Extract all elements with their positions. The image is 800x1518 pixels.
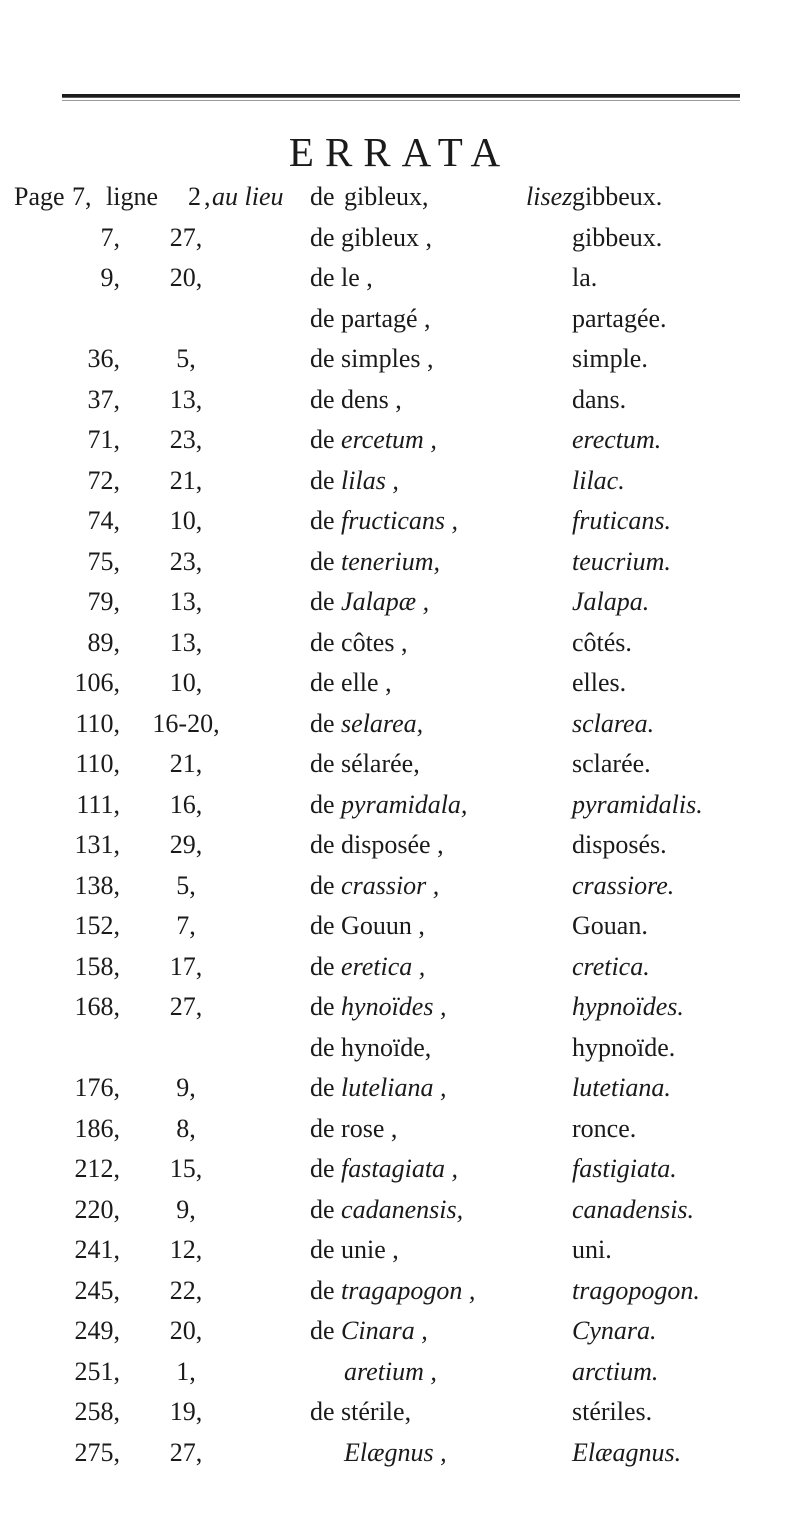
errata-page: 71, [87, 425, 120, 454]
errata-wrong-prefix: de [310, 344, 335, 373]
errata-correction: lutetiana. [572, 1073, 671, 1102]
errata-row [44, 466, 784, 507]
errata-wrong-reading [344, 1438, 447, 1468]
errata-wrong-reading [310, 263, 373, 293]
errata-wrong-reading [310, 749, 420, 779]
errata-wrong-prefix: de [310, 992, 335, 1021]
errata-wrong-text: unie , [341, 1235, 399, 1264]
errata-line: 27, [169, 222, 203, 252]
errata-wrong-text: simples , [341, 344, 434, 373]
errata-wrong-text: aretium , [344, 1356, 437, 1386]
errata-wrong-text: hynoïdes , [341, 992, 447, 1021]
errata-line: 20, [169, 1316, 203, 1345]
header-page: 7, [72, 182, 92, 211]
errata-wrong-prefix: de [310, 1316, 335, 1345]
errata-correction: simple. [572, 344, 648, 373]
errata-line: 27, [169, 1437, 203, 1467]
errata-wrong-text: tragapogon , [341, 1275, 476, 1305]
errata-wrong-reading [310, 385, 402, 415]
errata-wrong-text: gibleux , [341, 222, 433, 252]
errata-wrong-prefix: de [310, 506, 335, 535]
errata-line: 13, [169, 587, 203, 616]
errata-correction: fruticans. [572, 506, 671, 535]
errata-row [44, 304, 784, 345]
errata-page: 138, [74, 870, 120, 900]
errata-wrong-prefix: de [310, 384, 335, 414]
errata-wrong-reading [310, 709, 423, 739]
errata-wrong-prefix: de [310, 222, 335, 252]
errata-wrong-reading [310, 871, 439, 901]
errata-wrong-reading [310, 587, 429, 617]
errata-wrong-prefix: de [310, 749, 335, 778]
errata-wrong-reading [344, 1357, 437, 1387]
errata-correction: hypnoïde. [572, 1032, 676, 1062]
errata-wrong-prefix: de [310, 303, 335, 333]
errata-page: 131, [74, 830, 120, 859]
header-instead-label: au lieu [212, 182, 284, 211]
errata-page: 275, [74, 1437, 120, 1467]
errata-wrong-text: le , [341, 263, 373, 292]
errata-wrong-text: Cinara , [341, 1316, 428, 1345]
errata-row [44, 385, 784, 426]
errata-page: 37, [87, 384, 120, 414]
errata-wrong-reading [310, 1235, 399, 1265]
errata-row [44, 547, 784, 588]
errata-correction: disposés. [572, 830, 667, 859]
errata-wrong-prefix: de [310, 587, 335, 616]
errata-wrong-prefix: de [310, 1032, 335, 1062]
errata-wrong-prefix: de [310, 1154, 335, 1183]
errata-row [44, 749, 784, 790]
errata-row [44, 790, 784, 831]
errata-line: 7, [176, 911, 196, 940]
errata-page: 79, [87, 587, 120, 616]
errata-wrong-reading [310, 952, 425, 982]
errata-wrong-reading [310, 992, 446, 1022]
errata-wrong-text: hynoïde, [341, 1032, 432, 1062]
errata-wrong-text: rose , [341, 1113, 398, 1143]
errata-wrong-text: disposée , [341, 830, 444, 859]
errata-page: 176, [74, 1073, 120, 1102]
errata-line: 10, [169, 506, 203, 535]
errata-page: 7, [100, 222, 120, 252]
errata-wrong-prefix: de [310, 830, 335, 859]
errata-row [44, 952, 784, 993]
errata-row [44, 587, 784, 628]
errata-wrong-text: ercetum , [341, 425, 437, 454]
errata-correction: fastigiata. [572, 1154, 677, 1183]
errata-line: 16, [169, 789, 203, 819]
errata-row [44, 425, 784, 466]
errata-row [44, 871, 784, 912]
errata-line: 20, [169, 263, 203, 292]
errata-row [44, 1114, 784, 1155]
errata-correction: cretica. [572, 951, 650, 981]
errata-wrong-prefix: de [310, 1194, 335, 1224]
errata-row [44, 223, 784, 264]
errata-page: 152, [74, 911, 120, 940]
errata-page: 241, [74, 1235, 120, 1264]
errata-correction: partagée. [572, 303, 667, 333]
errata-page: 74, [87, 506, 120, 535]
errata-correction: crassiore. [572, 870, 675, 900]
errata-row [44, 1357, 784, 1398]
errata-line: 8, [176, 1113, 196, 1143]
errata-row [44, 1235, 784, 1276]
errata-row [44, 1195, 784, 1236]
header-wrong: gibleux, [344, 182, 429, 211]
errata-correction: tragopogon. [572, 1275, 700, 1305]
errata-correction: pyramidalis. [572, 789, 703, 819]
errata-wrong-prefix: de [310, 263, 335, 292]
errata-wrong-prefix: de [310, 911, 335, 940]
errata-row [44, 709, 784, 750]
errata-row [44, 1154, 784, 1195]
errata-row [44, 263, 784, 304]
errata-wrong-reading [310, 344, 434, 374]
errata-correction: Cynara. [572, 1316, 657, 1345]
errata-row [44, 1316, 784, 1357]
errata-row [44, 830, 784, 871]
errata-correction: Gouan. [572, 911, 648, 940]
errata-wrong-text: côtes , [341, 627, 408, 657]
errata-page: 110, [75, 749, 120, 778]
errata-header-row: Page 7, ligne 2 , au lieu de gibleux, lisez gibbeux. [14, 182, 663, 211]
header-page-label: Page [14, 182, 65, 211]
page-title: ERRATA [288, 129, 512, 175]
errata-correction: canadensis. [572, 1194, 695, 1224]
errata-wrong-reading [310, 223, 432, 253]
errata-page: 212, [74, 1154, 120, 1183]
errata-page: 258, [74, 1397, 120, 1426]
errata-line: 13, [169, 627, 203, 657]
errata-wrong-prefix: de [310, 546, 335, 576]
errata-wrong-text: stérile, [341, 1397, 412, 1426]
errata-wrong-reading [310, 790, 467, 820]
errata-page: 186, [74, 1113, 120, 1143]
errata-line: 29, [169, 830, 203, 859]
errata-wrong-text: dens , [341, 384, 402, 414]
errata-page: 106, [74, 668, 120, 697]
errata-page: 168, [74, 992, 120, 1021]
errata-wrong-reading [310, 547, 440, 577]
errata-row [44, 344, 784, 385]
errata-page: 89, [87, 627, 120, 657]
errata-wrong-prefix: de [310, 1397, 335, 1426]
errata-table [14, 182, 784, 1478]
errata-page: 251, [74, 1356, 120, 1386]
errata-wrong-reading [310, 425, 437, 455]
errata-wrong-prefix: de [310, 1113, 335, 1143]
errata-row [44, 1438, 784, 1479]
errata-line: 17, [169, 951, 203, 981]
errata-wrong-text: tenerium, [341, 546, 440, 576]
errata-wrong-prefix: de [310, 708, 335, 738]
errata-wrong-reading [310, 830, 444, 860]
errata-line: 10, [169, 668, 203, 697]
errata-wrong-prefix: de [310, 789, 335, 819]
errata-line: 21, [169, 749, 203, 778]
errata-page: 245, [74, 1275, 120, 1305]
errata-page: 158, [74, 951, 120, 981]
errata-page: 72, [87, 465, 120, 495]
errata-wrong-text: elle , [341, 668, 392, 697]
errata-wrong-reading [310, 304, 431, 334]
errata-correction: sclarea. [572, 708, 655, 738]
errata-wrong-reading [310, 1276, 475, 1306]
errata-row [44, 992, 784, 1033]
errata-wrong-prefix: de [310, 1275, 335, 1305]
errata-row [44, 1397, 784, 1438]
errata-wrong-prefix: de [310, 1073, 335, 1102]
errata-line: 19, [169, 1397, 203, 1426]
errata-wrong-text: lilas , [341, 465, 399, 495]
errata-page: 36, [87, 344, 120, 373]
errata-line: 5, [176, 344, 196, 373]
errata-wrong-text: fructicans , [341, 506, 459, 535]
errata-page: 249, [74, 1316, 120, 1345]
errata-row [44, 1033, 784, 1074]
errata-row [44, 911, 784, 952]
errata-line: 23, [169, 425, 203, 454]
header-read-label: lisez [526, 182, 573, 211]
header-right: gibbeux. [572, 182, 663, 211]
errata-row [44, 506, 784, 547]
errata-wrong-prefix: de [310, 465, 335, 495]
errata-wrong-reading [310, 1033, 431, 1063]
errata-correction: la. [572, 263, 598, 292]
errata-wrong-text: crassior , [341, 870, 440, 900]
errata-correction: arctium. [572, 1356, 659, 1386]
errata-wrong-text: fastagiata , [341, 1154, 459, 1183]
errata-wrong-text: Gouun , [341, 911, 425, 940]
errata-wrong-reading [310, 1073, 446, 1103]
top-double-rule [62, 94, 740, 100]
errata-wrong-reading [310, 1195, 463, 1225]
errata-wrong-text: Jalapæ , [341, 587, 430, 616]
errata-correction: ronce. [572, 1113, 637, 1143]
errata-wrong-prefix: de [310, 951, 335, 981]
errata-wrong-text: cadanensis, [341, 1194, 464, 1224]
errata-row [44, 668, 784, 709]
errata-correction: uni. [572, 1235, 612, 1264]
errata-page: 111, [76, 789, 120, 819]
errata-correction: elles. [572, 668, 627, 697]
errata-wrong-prefix: de [310, 870, 335, 900]
errata-line: 21, [169, 465, 203, 495]
errata-wrong-reading [310, 668, 392, 698]
errata-wrong-prefix: de [310, 627, 335, 657]
errata-wrong-text: pyramidala, [341, 789, 468, 819]
errata-wrong-text: luteliana , [341, 1073, 447, 1102]
errata-correction: erectum. [572, 425, 662, 454]
header-wrong-prefix: de [310, 182, 335, 211]
errata-wrong-prefix: de [310, 668, 335, 697]
errata-wrong-reading [310, 1316, 428, 1346]
errata-wrong-text: eretica , [341, 951, 426, 981]
errata-correction: côtés. [572, 627, 632, 657]
errata-rows [44, 223, 784, 1479]
errata-correction: Elæagnus. [572, 1437, 682, 1467]
errata-wrong-reading [310, 1397, 411, 1427]
errata-row [44, 628, 784, 669]
errata-wrong-reading [310, 1114, 397, 1144]
errata-line: 16-20, [152, 708, 220, 738]
errata-line: 13, [169, 384, 203, 414]
errata-correction: stériles. [572, 1397, 653, 1426]
errata-correction: teucrium. [572, 546, 671, 576]
errata-wrong-reading [310, 628, 407, 658]
errata-line: 22, [169, 1275, 203, 1305]
errata-row [44, 1276, 784, 1317]
errata-line: 15, [169, 1154, 203, 1183]
errata-wrong-reading [310, 506, 458, 536]
errata-page: 75, [87, 546, 120, 576]
errata-line: 5, [176, 870, 196, 900]
errata-page: 110, [75, 708, 120, 738]
errata-wrong-reading [310, 1154, 458, 1184]
errata-correction: gibbeux. [572, 222, 663, 252]
errata-wrong-text: sélarée, [341, 749, 420, 778]
errata-wrong-text: Elægnus , [344, 1437, 447, 1467]
errata-wrong-reading [310, 911, 425, 941]
errata-correction: sclarée. [572, 749, 651, 778]
errata-line: 23, [169, 546, 203, 576]
errata-correction: Jalapa. [572, 587, 650, 616]
errata-wrong-prefix: de [310, 1235, 335, 1264]
errata-page: 220, [74, 1194, 120, 1224]
errata-correction: dans. [572, 384, 627, 414]
header-line: 2 [188, 182, 201, 211]
errata-wrong-prefix: de [310, 425, 335, 454]
errata-wrong-text: selarea, [341, 708, 424, 738]
errata-line: 9, [176, 1194, 196, 1224]
errata-wrong-reading [310, 466, 399, 496]
errata-line: 27, [169, 992, 203, 1021]
errata-line: 9, [176, 1073, 196, 1102]
errata-row [44, 1073, 784, 1114]
errata-wrong-text: partagé , [341, 303, 431, 333]
errata-correction: lilac. [572, 465, 625, 495]
errata-line: 1, [176, 1356, 196, 1386]
errata-correction: hypnoïdes. [572, 992, 684, 1021]
errata-line: 12, [169, 1235, 203, 1264]
header-line-label: ligne [106, 182, 158, 211]
errata-page: 9, [100, 263, 120, 292]
